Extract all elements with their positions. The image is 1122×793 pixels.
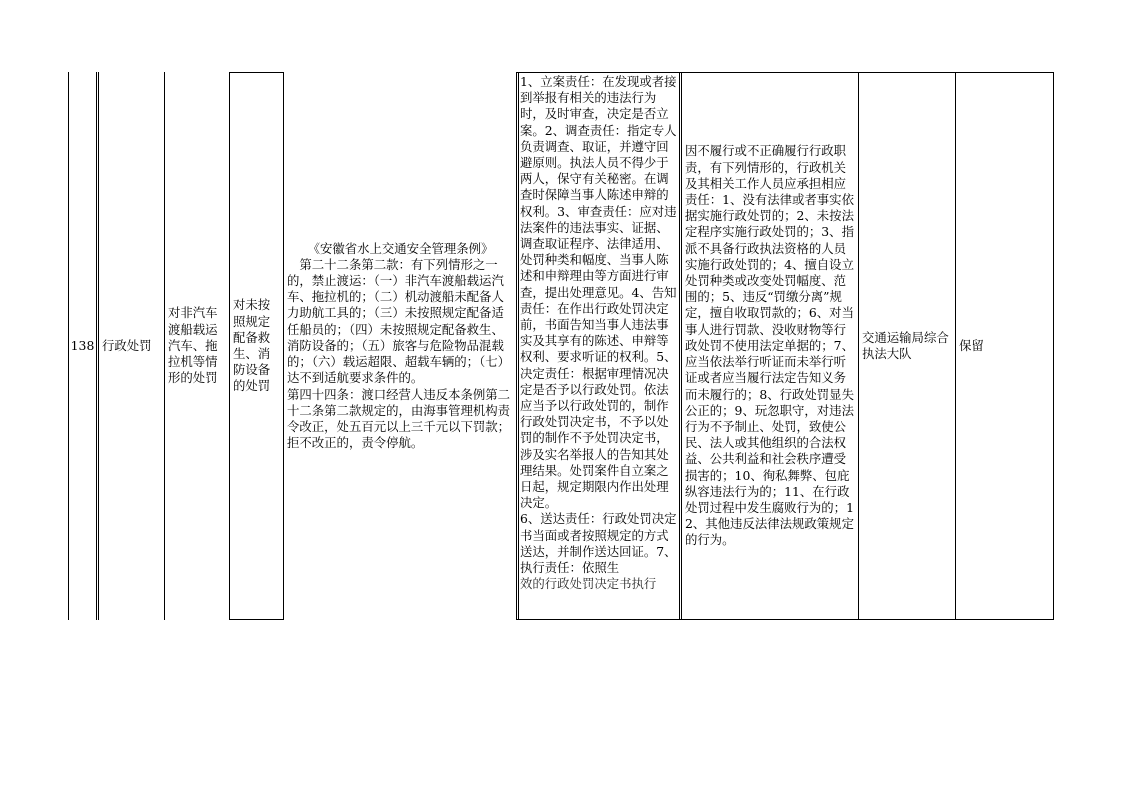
table-border <box>518 72 519 620</box>
row-number <box>69 73 96 619</box>
sub-item <box>233 73 281 619</box>
row-number-text: 138 <box>70 337 95 353</box>
accountability-text: 因不履行或不正确履行行政职责，有下列情形的，行政机关及其相关工作人员应承担相应责任：1、没有法律或者事实依据实施行政处罚的；2、未按法定程序实施行政处罚的；3、指派不具备行政执法资格的人员实施行政处罚的；4、擅自设立处罚种类或改变处罚幅度、范围的；5、违反“罚缴分离”规定，擅自收取罚款的；6、对当事人进行罚款、没收财物等行政处罚不使用法定单据的；7、应当依法举行听证而未举行听证或者应当履行法定告知义务而未履行的；8、行政处罚显失公正的；9、玩忽职守，对违法行为不予制止、处罚，致使公民、法人或其他组织的合法权益、公共利益和社会秩序遭受损害的；10、徇私舞弊、包庇纵容违法行为的；11、在行政处罚过程中发生腐败行为的；12、其他违反法律法规政策规定的行为。 <box>685 143 854 548</box>
table-border <box>229 72 230 620</box>
basis-article-22: 第二十二条第二款：有下列情形之一的，禁止渡运：（一）非汽车渡船载运汽车、拖拉机的；（二）机动渡船未配备人力助航工具的；（三）未按照规定配备适任船员的；（四）未按照规定配备救生、消防设备的；（五）旅客与危险物品混载的；（六）载运超限、超载车辆的；（七）达不到适航要求条件的。 <box>287 256 511 386</box>
duties-text-2: 6、送达责任：行政处罚决定书当面或者按照规定的方式送达，并制作送达回证。7、执行责任：依照生 <box>520 511 677 576</box>
basis-article-44: 第四十四条：渡口经营人违反本条例第二十二条第二款规定的，由海事管理机构责令改正，处五百元以上三千元以下罚款；拒不改正的，责令停航。 <box>287 386 511 451</box>
remark <box>959 73 1051 619</box>
responsible-department <box>862 73 954 619</box>
accountability-items <box>685 73 857 619</box>
table-border <box>679 72 680 620</box>
item-type-text: 行政处罚 <box>102 337 152 353</box>
table-border <box>283 72 284 620</box>
table-border <box>98 72 99 620</box>
table-border <box>955 72 956 620</box>
item-name <box>168 73 228 619</box>
basis-title: 《安徽省水上交通安全管理条例》 <box>307 240 494 256</box>
table-border <box>96 72 97 620</box>
legal-basis <box>287 73 514 619</box>
table-border <box>516 72 517 620</box>
item-type <box>102 73 162 619</box>
item-name-text: 对非汽车渡船载运汽车、拖拉机等情形的处罚 <box>168 305 218 386</box>
table-border <box>229 619 284 620</box>
table-border <box>681 72 682 620</box>
table-border <box>164 72 165 620</box>
sub-item-text: 对未按照规定配备救生、消防设备的处罚 <box>233 297 271 394</box>
duties-text-clipped: 效的行政处罚决定书执行 <box>520 576 657 592</box>
table-border <box>516 619 1054 620</box>
legal-basis-content <box>287 241 514 452</box>
department-text: 交通运输局综合执法大队 <box>862 329 949 361</box>
responsibility-items <box>520 74 677 619</box>
remark-text: 保留 <box>959 337 984 353</box>
table-border <box>1053 72 1054 620</box>
table-border <box>858 72 859 620</box>
duties-text-1: 1、立案责任：在发现或者接到举报有相关的违法行为时，及时审查，决定是否立案。2、调查责任：指定专人负责调查、取证，并遵守回避原则。执法人员不得少于两人，保守有关秘密。在调查时保障当事人陈述申辩的权利。3、审查责任：应对违法案件的违法事实、证据、调查取证程序、法律适用、处罚种类和幅度、当事人陈述和申辩理由等方面进行审查，提出处理意见。4、告知责任：在作出行政处罚决定前，书面告知当事人违法事实及其享有的陈述、申辩等权利、要求听证的权利。5、决定责任：根据审理情况决定是否予以行政处罚。依法应当予以行政处罚的，制作行政处罚决定书，不予以处罚的制作不予处罚决定书，涉及实名举报人的告知其处理结果。处罚案件自立案之日起，规定期限内作出处理决定。 <box>520 74 677 511</box>
